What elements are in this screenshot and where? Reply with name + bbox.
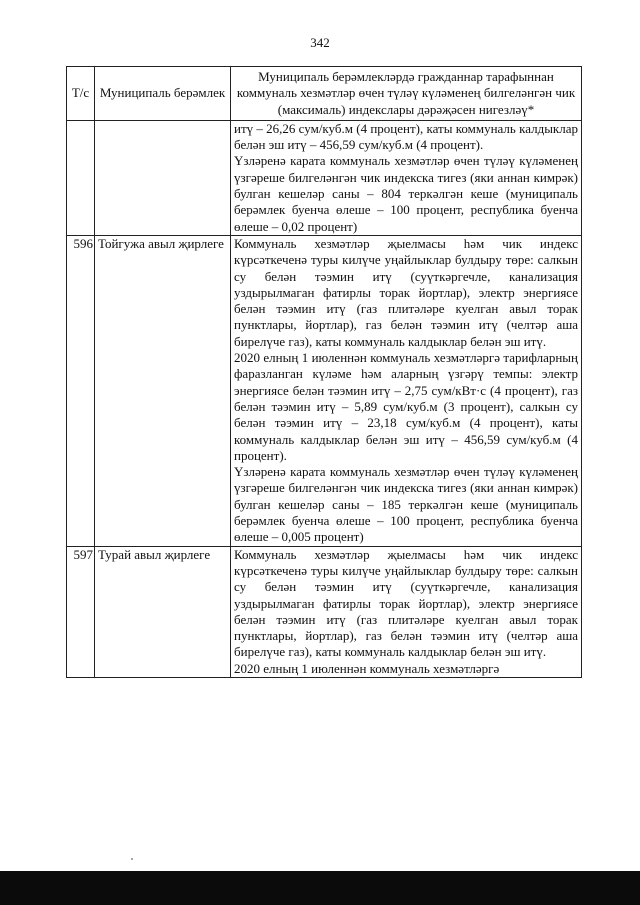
paragraph: Үзләренә карата коммуналь хезмәтләр өчен түләү күләменең үзгәреше билгеләнгән чик индекска тигез (яки аннан кимрәк) булган кешеләр саны – 185 теркәлгән кеше (муниципаль берәмлек буенча өлеше – 100 процент, республика буенча өлеше – 0,005 процент)	[234, 464, 578, 545]
row-justification	[231, 235, 582, 546]
row-municipality: Турай авыл җирлеге	[95, 546, 231, 677]
header-municipality: Муниципаль берәмлек	[95, 67, 231, 121]
row-municipality: Тойгужа авыл җирлеге	[95, 235, 231, 546]
table-row	[67, 235, 582, 546]
row-number: 597	[67, 546, 95, 677]
scan-bottom-edge	[0, 871, 640, 905]
header-number: Т/с	[67, 67, 95, 121]
table-header-row	[67, 67, 582, 121]
paragraph: итү – 26,26 сум/куб.м (4 процент), каты коммуналь калдыклар белән эш итү – 456,59 сум/куб.м (4 процент).	[234, 120, 578, 153]
scan-speck	[131, 858, 133, 860]
paragraph: 2020 елның 1 июленнән коммуналь хезмәтләргә	[234, 660, 500, 676]
tariff-table	[66, 66, 582, 678]
page-number: 342	[310, 35, 330, 50]
paragraph: Коммуналь хезмәтләр җыелмасы һәм чик индекс күрсәткеченә туры килүче уңайлыклар булдыру төре: салкын су белән тәэмин итү (суүткәргечле, канализация уздырылмаган фатирлы торак йортлар), электр энергиясе белән тәэмин итү (газ плитәләре куелган авыл торак пунктлары, йортлар), газ белән тәэмин итү (челтәр аша бирелүче газ), каты коммуналь калдыклар белән эш итү.	[234, 235, 578, 349]
header-justification: Муниципаль берәмлекләрдә гражданнар тарафыннан коммуналь хезмәтләр өчен түләү күләменең билгеләнгән чик (максималь) индекслары дәрәҗәсен нигезләү*	[231, 67, 582, 121]
paragraph: 2020 елның 1 июленнән коммуналь хезмәтләргә тарифларның фаразланган күләме һәм аларның үзгәрү темпы: электр энергиясе белән тәэмин итү – 2,75 сум/кВт·с (4 процент), газ белән тәэмин итү – 5,89 сум/куб.м (3 процент), салкын су белән тәэмин итү – 23,18 сум/куб.м (4 процент), каты коммуналь калдыклар белән эш итү – 456,59 сум/куб.м (4 процент).	[234, 350, 578, 463]
table-row	[67, 546, 582, 677]
paragraph: Үзләренә карата коммуналь хезмәтләр өчен түләү күләменең үзгәреше билгеләнгән чик индекска тигез (яки аннан кимрәк) булган кешеләр саны – 804 теркәлгән кеше (муниципаль берәмлек буенча өлеше – 100 процент, республика буенча өлеше – 0,02 процент)	[234, 153, 578, 234]
row-number	[67, 120, 95, 235]
paragraph: Коммуналь хезмәтләр җыелмасы һәм чик индекс күрсәткеченә туры килүче уңайлыклар булдыру төре: салкын су белән тәэмин итү (суүткәргечле, канализация уздырылмаган фатирлы торак йортлар), электр энергиясе белән тәэмин итү (газ плитәләре куелган авыл торак пунктлары, йортлар), газ белән тәэмин итү (челтәр аша бирелүче газ), каты коммуналь калдыклар белән эш итү.	[234, 546, 578, 660]
row-justification	[231, 546, 582, 677]
table-row	[67, 120, 582, 235]
row-justification	[231, 120, 582, 235]
row-number: 596	[67, 235, 95, 546]
row-municipality	[95, 120, 231, 235]
